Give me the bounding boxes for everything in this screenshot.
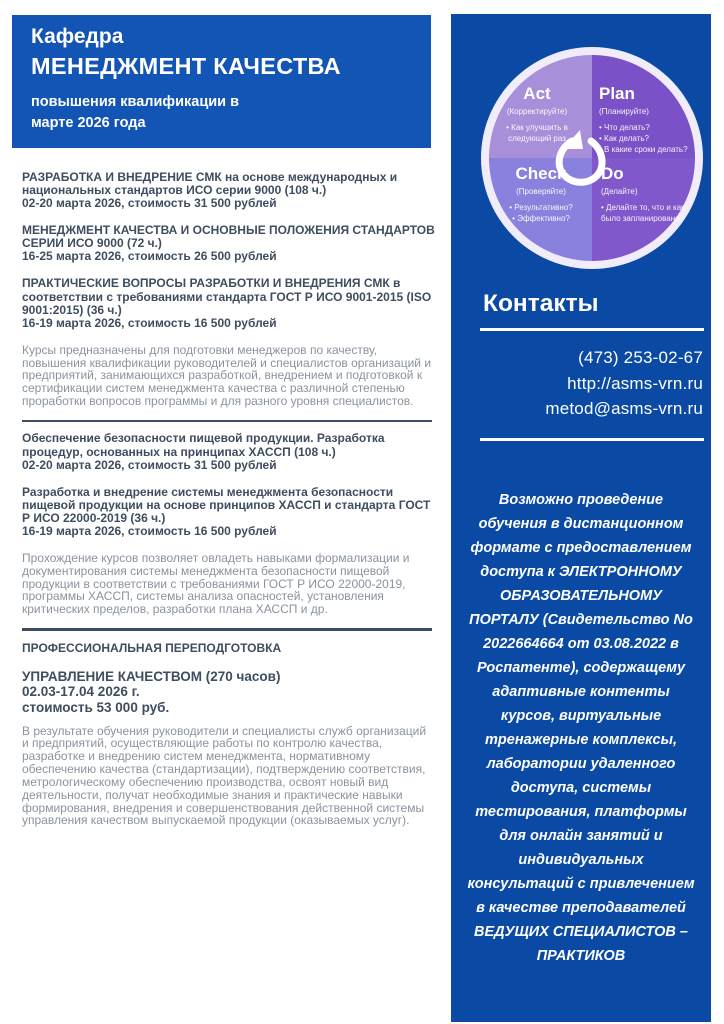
pdca-check-item: • Результативно? (495, 202, 587, 213)
pdca-plan-item: • В какие сроки делать? (599, 144, 699, 155)
retraining-course (22, 669, 435, 716)
course-details: 16-19 марта 2026, стоимость 16 500 рублей (22, 315, 277, 330)
course-item (22, 486, 435, 538)
pdca-check-sub: (Проверяйте) (516, 186, 566, 196)
pdca-do-item: • Делайте то, что и как было запланировано (601, 202, 689, 224)
contact-phone: (473) 253-02-67 (578, 348, 703, 367)
course-title: ПРАКТИЧЕСКИЕ ВОПРОСЫ РАЗРАБОТКИ И ВНЕДРЕНИЯ СМК в соответствии с требованиями стандарта ГОСТ Р ИСО 9001-2015 (ISO 9001:2015) (36 ч.) (22, 276, 432, 317)
page-title: МЕНЕДЖМЕНТ КАЧЕСТВА (31, 53, 341, 80)
course-title: Обеспечение безопасности пищевой продукции. Разработка процедур, основанных на принципах ХАССП (108 ч.) (22, 431, 385, 459)
course-title: РАЗРАБОТКА И ВНЕДРЕНИЕ СМК на основе международных и национальных стандартов ИСО серии 9000 (108 ч.) (22, 170, 398, 198)
course-item (22, 171, 435, 210)
pdca-plan-item: • Как делать? (599, 133, 699, 144)
pdca-plan-text (599, 85, 699, 155)
pdca-do-title: Do (601, 164, 624, 183)
smk-description: Курсы предназначены для подготовки менеджеров по качеству, повышения квалификации руководителей и специалистов организаций и предприятий, занимающихся разработкой, внедрением и подготовкой к сертификации систем менеджмента качества с различной степенью проработки вопросов программы и для разного уровня специалистов. (22, 342, 432, 409)
pdca-plan-sub: (Планируйте) (599, 106, 649, 116)
pdca-act-item: • Как улучшить в следующий раз (489, 122, 585, 144)
course-list (22, 171, 435, 839)
pdca-act-title: Act (523, 84, 551, 103)
retraining-title: УПРАВЛЕНИЕ КАЧЕСТВОМ (270 часов) (22, 668, 281, 684)
pdca-act-sub: (Корректируйте) (506, 106, 568, 116)
contact-lines (471, 345, 703, 422)
pdca-cycle-diagram (481, 47, 703, 269)
section-divider (22, 420, 432, 423)
contacts-rule-top (480, 328, 704, 331)
course-details: 02-20 марта 2026, стоимость 31 500 рублей (22, 196, 277, 211)
food-description: Прохождение курсов позволяет овладеть навыками формализации и документирования системы менеджмента безопасности пищевой продукции в соответствии с требованиями ГОСТ Р ИСО 22000-2019, программы ХАССП, системы анализа опасностей, установления критических пределов, разработки плана ХАССП и др. (22, 550, 410, 617)
contacts-heading: Контакты (483, 290, 599, 317)
retraining-description: В результате обучения руководители и специалисты служб организаций и предприятий, осуществляющие работы по контролю качества, разработке и внедрению систем менеджмента, нормативному обеспечению качества (стандартизации), подтверждению соответствия, метрологическому обеспечению производства, освоят новый вид деятельности, получат необходимые знания и практические навыки формирования, внедрения и совершенствования действенной системы управления качеством выпускаемой продукции (оказываемых услуг). (22, 723, 427, 828)
retraining-price: стоимость 53 000 руб. (22, 699, 170, 715)
contact-website-link[interactable]: http://asms-vrn.ru (567, 373, 703, 393)
header-block (12, 15, 431, 148)
course-item (22, 224, 435, 263)
contacts-rule-bottom (480, 438, 704, 441)
pdca-plan-item: • Что делать? (599, 122, 699, 133)
course-details: 02-20 марта 2026, стоимость 31 500 рублей (22, 457, 277, 472)
pdca-check-title: Check (515, 164, 567, 183)
course-item (22, 432, 435, 471)
course-title: Разработка и внедрение системы менеджмента безопасности пищевой продукции на основе принципов ХАССП и стандарта ГОСТ Р ИСО 22000-2019 (36 ч.) (22, 484, 431, 525)
pdca-do-text (601, 165, 689, 224)
course-details: 16-19 марта 2026, стоимость 16 500 рублей (22, 523, 277, 538)
distance-learning-note: Возможно проведение обучения в дистанционном формате с предоставлением доступа к ЭЛЕКТРОННОМУ ОБРАЗОВАТЕЛЬНОМУ ПОРТАЛУ (Свидетельство No 2022664664 от 03.08.2022 в Роспатенте), содержащему адаптивные контенты курсов, виртуальные тренажерные комплексы, лаборатории удаленного доступа, системы тестирования, платформы для онлайн занятий и индивидуальных консультаций с привлечением в качестве преподавателей ВЕДУЩИХ СПЕЦИАЛИСТОВ – ПРАКТИКОВ (467, 492, 695, 964)
contact-email-link[interactable]: metod@asms-vrn.ru (545, 399, 703, 418)
retraining-dates: 02.03-17.04 2026 г. (22, 684, 140, 700)
cycle-arrow-icon (547, 127, 611, 191)
retraining-label: ПРОФЕССИОНАЛЬНАЯ ПЕРЕПОДГОТОВКА (22, 640, 282, 655)
section-divider (22, 628, 432, 631)
department-label: Кафедра (31, 25, 124, 48)
course-title: МЕНЕДЖМЕНТ КАЧЕСТВА И ОСНОВНЫЕ ПОЛОЖЕНИЯ СТАНДАРТОВ СЕРИИ ИСО 9000 (72 ч.) (22, 223, 435, 251)
page-subtitle: повышения квалификации в марте 2026 года (31, 93, 239, 131)
sidebar (451, 14, 711, 1022)
course-item (22, 277, 435, 329)
course-details: 16-25 марта 2026, стоимость 26 500 рублей (22, 249, 277, 264)
pdca-plan-title: Plan (599, 84, 635, 103)
pdca-check-item: • Эффективно? (495, 213, 587, 224)
pdca-do-sub: (Делайте) (601, 186, 638, 196)
